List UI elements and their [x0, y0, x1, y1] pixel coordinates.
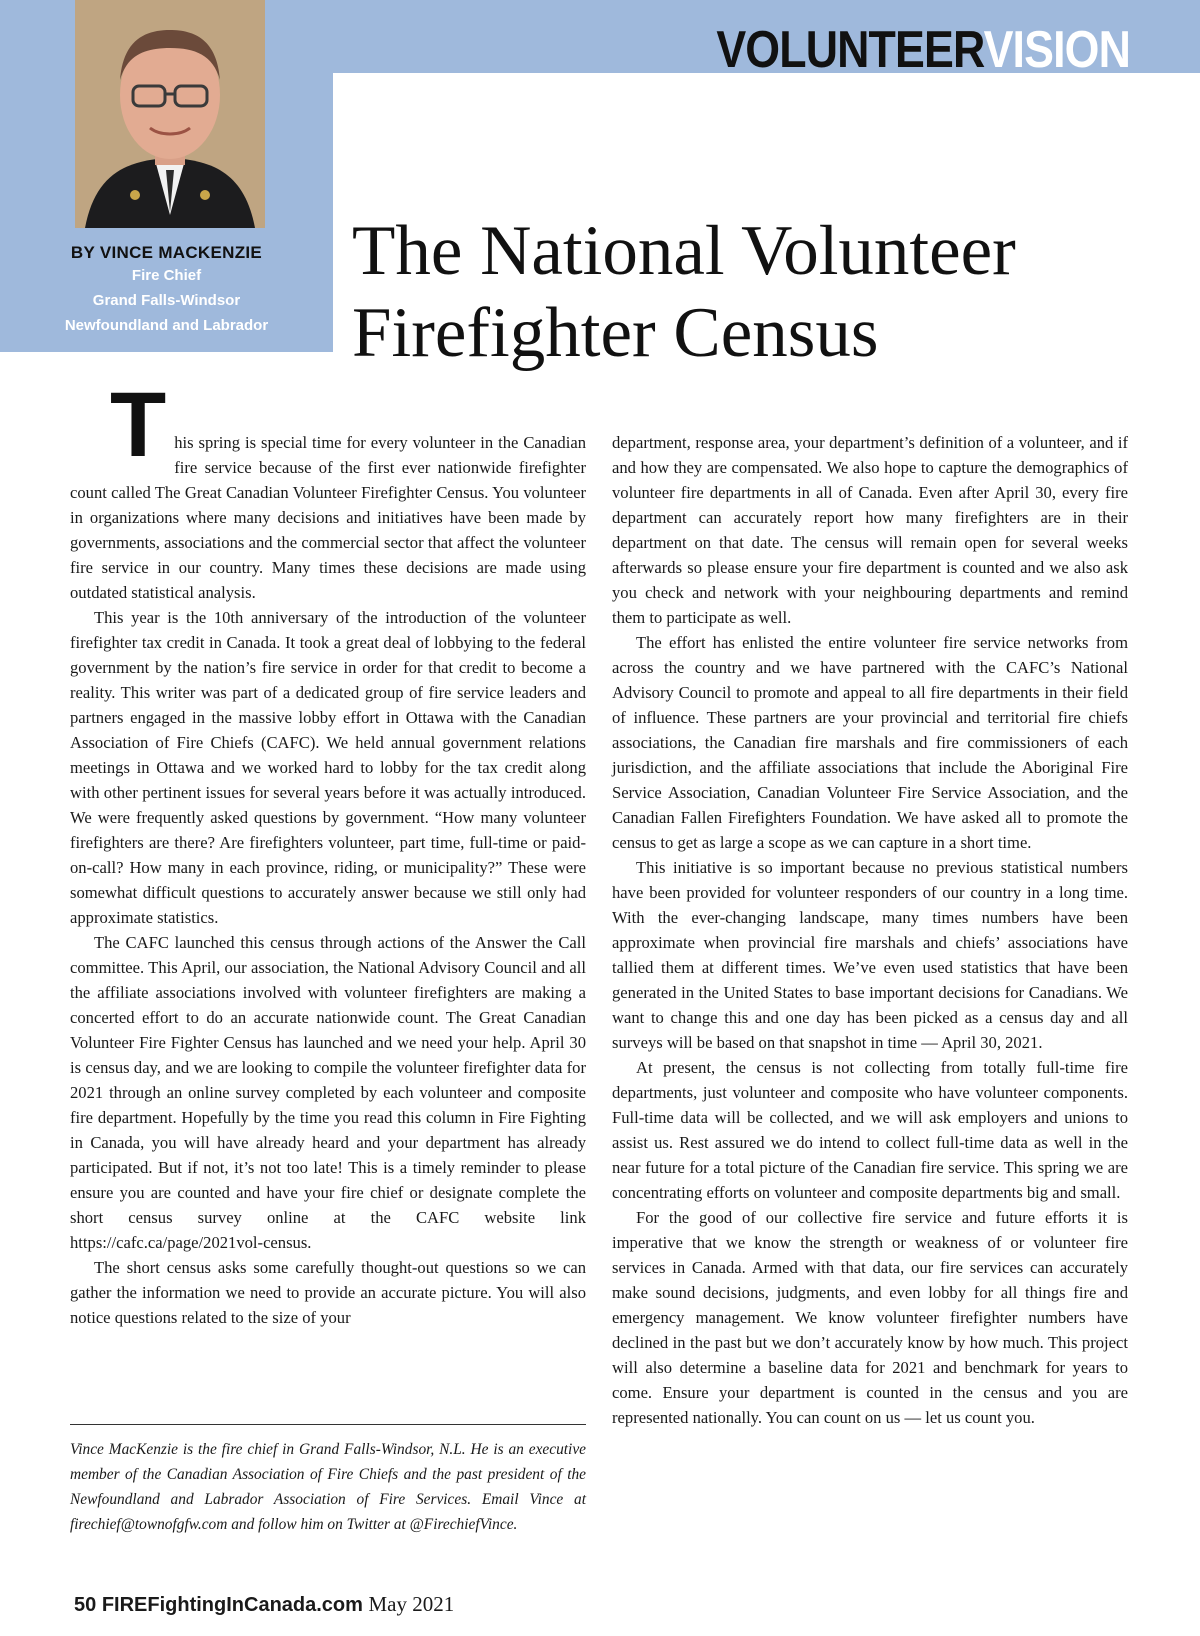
body-paragraph: The short census asks some carefully thought-out questions so we can gather the information we need to provide an accurate picture. You will also notice questions related to the size of your	[70, 1258, 586, 1327]
body-paragraph: department, response area, your department’s definition of a volunteer, and if and how they are compensated. We also hope to capture the demographics of volunteer fire departments in all of Canada. Even after April 30, every fire department can accurately report how many firefighters are in their department on that date. The census will remain open for several weeks afterwards so please ensure your fire department is counted and we also ask you check and network with your neighbouring departments and remind them to participate as well.	[612, 433, 1128, 627]
byline	[0, 243, 333, 338]
column-title-part1: VOLUNTEER	[716, 21, 984, 79]
headline-line1: The National Volunteer	[352, 212, 1016, 290]
body-paragraph: This spring is special time for every volunteer in the Canadian fire service because of the first ever nationwide firefighter count called The Great Canadian Volunteer Firefighter Census. You volunteer in organizations where many decisions and initiatives have been made by governments, associations and the commercial sector that affect the volunteer fire service in our country. Many times these decisions are made using outdated statistical analysis.	[70, 374, 586, 602]
body-paragraph: At present, the census is not collecting from totally full-time fire departments, just volunteer and composite who have volunteer components. Full-time data will be collected, and we will ask employers and unions to assist us. Rest assured we do intend to collect full-time data as well in the near future for a total picture of the Canadian fire service. This spring we are concentrating efforts on volunteer and composite departments big and small.	[612, 1058, 1128, 1202]
page-footer	[74, 1592, 454, 1617]
author-name: BY VINCE MACKENZIE	[70, 243, 263, 262]
column-title	[716, 20, 1130, 80]
body-paragraph: The effort has enlisted the entire volunteer fire service networks from across the country and we have partnered with the CAFC’s National Advisory Council to promote and appeal to all fire departments in their field of influence. These partners are your provincial and territorial fire chiefs associations, the Canadian fire marshals and fire commissioners of each jurisdiction, and the affiliate associations that include the Aboriginal Fire Service Association, Canadian Volunteer Fire Service Association, and the Canadian Fallen Firefighters Foundation. We have asked all to promote the census to get as large a scope as we can capture in a short time.	[612, 633, 1128, 852]
body-paragraph: This initiative is so important because no previous statistical numbers have been provided for volunteer responders of our country in a long time. With the ever-changing landscape, many times numbers have been approximate when provincial fire marshals and chiefs’ associations have tallied them at different times. We’ve even used statistics that have been generated in the United States to base important decisions for Canadians. We want to change this and one day has been picked as a census day and all surveys will be based on that snapshot in time — April 30, 2021.	[612, 858, 1128, 1052]
article-headline	[352, 210, 1172, 374]
bio-divider	[70, 1424, 586, 1425]
magazine-site: FIREFightingInCanada.com	[101, 1594, 363, 1616]
drop-cap: T	[110, 374, 167, 476]
body-column-right	[612, 430, 1128, 1430]
body-column-left	[70, 374, 586, 1330]
author-photo	[75, 0, 265, 228]
body-paragraph: This year is the 10th anniversary of the introduction of the volunteer firefighter tax credit in Canada. It took a great deal of lobbying to the federal government by the nation’s fire service in order for that credit to become a reality. This writer was part of a dedicated group of fire service leaders and partners engaged in the massive lobby effort in Ottawa with the Canadian Association of Fire Chiefs (CAFC). We held annual government relations meetings in Ottawa and we worked hard to lobby for the tax credit along with other pertinent issues for several years before it was actually introduced. We were frequently asked questions by government. “How many volunteer firefighters are there? Are firefighters volunteer, part time, full-time or paid-on-call? How many in each province, riding, or municipality?” These were somewhat difficult questions to accurately answer because we still only had approximate statistics.	[70, 608, 586, 927]
body-paragraph: The CAFC launched this census through actions of the Answer the Call committee. This April, our association, the National Advisory Council and all the affiliate associations involved with volunteer firefighters are making a concerted effort to do an accurate nationwide count. The Great Canadian Volunteer Fire Fighter Census has launched and we need your help. April 30 is census day, and we are looking to compile the volunteer firefighter data for 2021 through an online survey completed by each volunteer and composite fire department. Hopefully by the time you read this column in Fire Fighting in Canada, you will have already heard and your department has already participated. But if not, it’s not too late! This is a timely reminder to please ensure you are counted and have your fire chief or designate complete the short census survey online at the CAFC website link https://cafc.ca/page/2021vol-census.	[70, 933, 586, 1252]
author-province: Newfoundland and Labrador	[64, 317, 269, 334]
author-location: Grand Falls-Windsor	[92, 292, 241, 309]
author-role: Fire Chief	[131, 267, 202, 284]
page-number: 50	[74, 1594, 97, 1616]
column-title-part2: VISION	[983, 21, 1130, 79]
author-bio: Vince MacKenzie is the fire chief in Grand Falls-Windsor, N.L. He is an executive member of the Canadian Association of Fire Chiefs and the past president of the Newfoundland and Labrador Association of Fire Services. Email Vince at firechief@townofgfw.com and follow him on Twitter at @FirechiefVince.	[70, 1441, 586, 1533]
body-paragraph: For the good of our collective fire service and future efforts it is imperative that we know the strength or weakness of or volunteer fire services in Canada. Armed with that data, our fire services can accurately make sound decisions, judgments, and even lobby for all things fire and emergency management. We know volunteer firefighter numbers have declined in the past but we don’t accurately know by how much. This project will also determine a baseline data for 2021 and benchmark for years to come. Ensure your department is counted in the census and you are represented nationally. You can count on us — let us count you.	[612, 1208, 1128, 1427]
issue-date: May 2021	[368, 1592, 455, 1616]
headline-line2: Firefighter Census	[352, 294, 879, 372]
